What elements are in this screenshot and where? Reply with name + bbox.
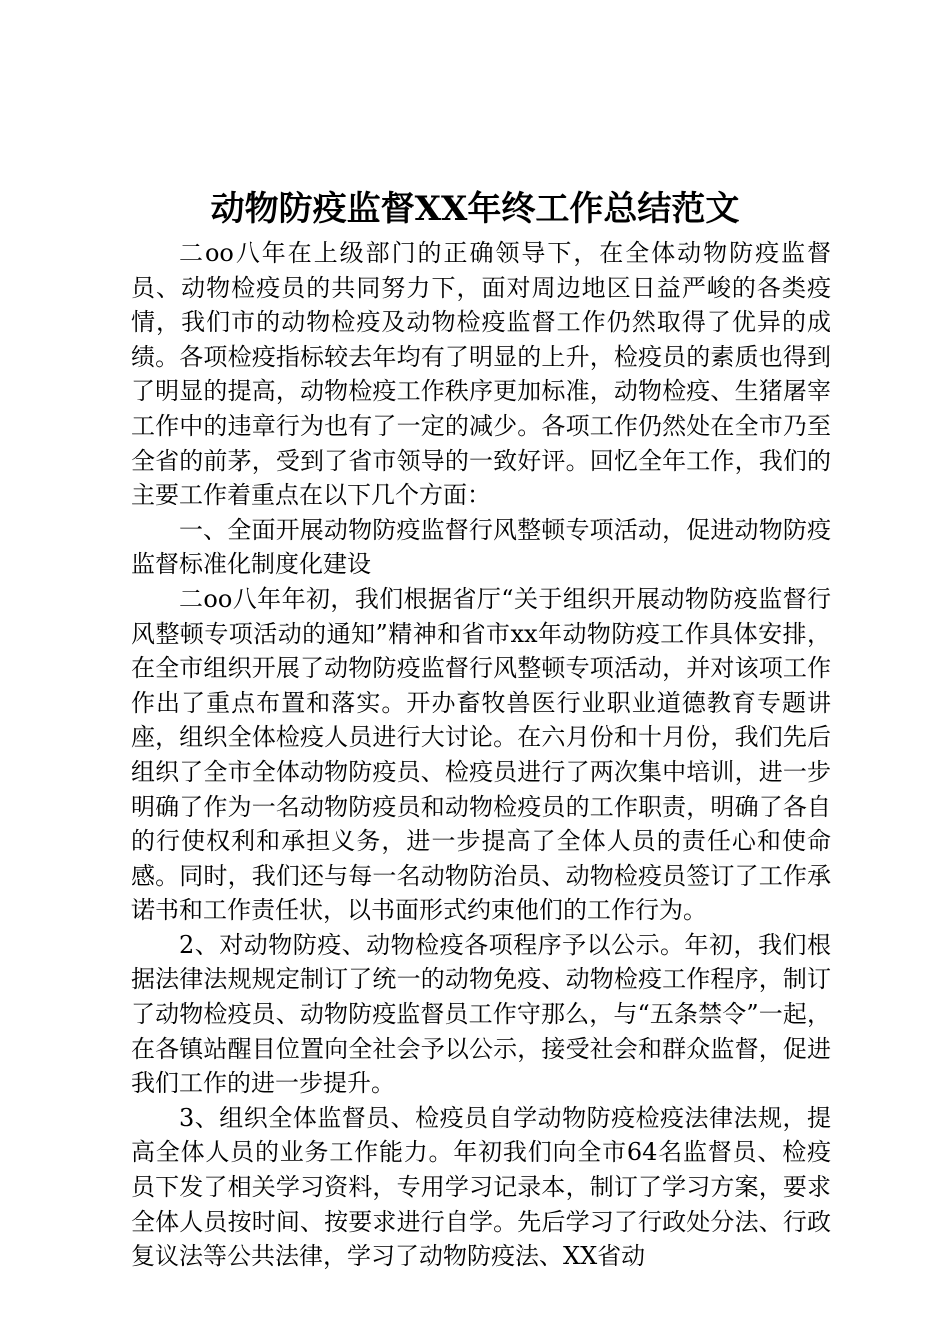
paragraph-item-3-self-study: 3、组织全体监督员、检疫员自学动物防疫检疫法律法规，提高全体人员的业务工作能力。年初我们向全市64名监督员、检疫员下发了相关学习资料，专用学习记录本，制订了学习方案，要求全体人员按时间、按要求进行自学。先后学习了行政处分法、行政复议法等公共法律，学习了动物防疫法、XX省动 <box>131 1103 831 1271</box>
paragraph-section-one-heading: 一、全面开展动物防疫监督行风整顿专项活动，促进动物防疫监督标准化制度化建设 <box>131 515 831 579</box>
document-title: 动物防疫监督XX年终工作总结范文 <box>210 189 740 229</box>
paragraph-item-2-publicity: 2、对动物防疫、动物检疫各项程序予以公示。年初，我们根据法律法规规定制订了统一的动物免疫、动物检疫工作程序，制订了动物检疫员、动物防疫监督员工作守那么，与“五条禁令”一起，在各镇站醒目位置向全社会予以公示，接受社会和群众监督，促进我们工作的进一步提升。 <box>131 930 831 1098</box>
document-body <box>131 236 831 1274</box>
paragraph-rectification-activity: 二oo八年年初，我们根据省厅“关于组织开展动物防疫监督行风整顿专项活动的通知”精神和省市xx年动物防疫工作具体安排，在全市组织开展了动物防疫监督行风整顿专项活动，并对该项工作作出了重点布置和落实。开办畜牧兽医行业职业道德教育专题讲座，组织全体检疫人员进行大讨论。在六月份和十月份，我们先后组织了全市全体动物防疫员、检疫员进行了两次集中培训，进一步明确了作为一名动物防疫员和动物检疫员的工作职责，明确了各自的行使权利和承担义务，进一步提高了全体人员的责任心和使命感。同时，我们还与每一名动物防治员、动物检疫员签订了工作承诺书和工作责任状，以书面形式约束他们的工作行为。 <box>131 584 831 925</box>
paragraph-intro: 二oo八年在上级部门的正确领导下，在全体动物防疫监督员、动物检疫员的共同努力下，面对周边地区日益严峻的各类疫情，我们市的动物检疫及动物检疫监督工作仍然取得了优异的成绩。各项检疫指标较去年均有了明显的上升，检疫员的素质也得到了明显的提高，动物检疫工作秩序更加标准，动物检疫、生猪屠宰工作中的违章行为也有了一定的减少。各项工作仍然处在全市乃至全省的前茅，受到了省市领导的一致好评。回忆全年工作，我们的主要工作着重点在以下几个方面： <box>131 239 831 510</box>
